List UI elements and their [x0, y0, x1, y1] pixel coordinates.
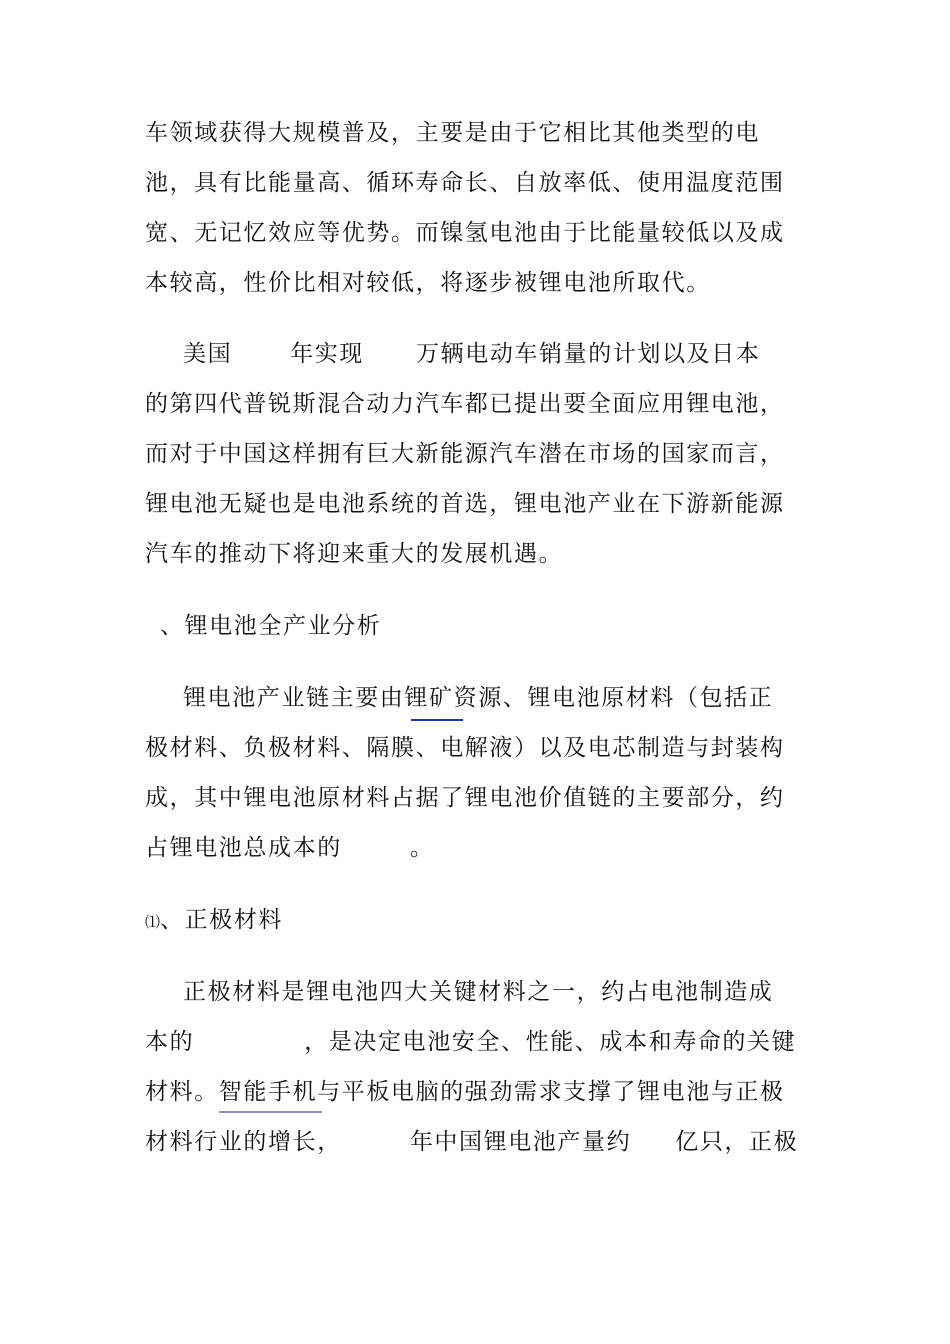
paragraph-3-line-4	[145, 833, 810, 863]
paragraph-1-line-2: 池，具有比能量高、循环寿命长、自放率低、使用温度范围	[145, 170, 785, 196]
paragraph-4-line-1: 正极材料是锂电池四大关键材料之一，约占电池制造成	[183, 979, 774, 1005]
paragraph-2-line-3: 而对于中国这样拥有巨大新能源汽车潜在市场的国家而言，	[145, 441, 785, 467]
paragraph-4-line-2	[145, 1027, 810, 1057]
paragraph-2-line-2: 的第四代普锐斯混合动力汽车都已提出要全面应用锂电池，	[145, 391, 785, 417]
text-segment: 亿只，正极	[675, 1129, 799, 1155]
text-segment: 占锂电池总成本的	[145, 835, 342, 861]
text-segment: 材料行业的增长，	[145, 1129, 342, 1155]
text-segment: 万辆电动车销量的计划以及日本	[416, 341, 761, 367]
text-segment: ，是决定电池安全、性能、成本和寿命的关键	[304, 1029, 797, 1055]
text-segment: 年实现	[290, 341, 365, 367]
paragraph-2-line-4: 锂电池无疑也是电池系统的首选，锂电池产业在下游新能源	[145, 491, 785, 517]
paragraph-1-line-1: 车领域获得大规模普及，主要是由于它相比其他类型的电	[145, 120, 760, 146]
paragraph-2-line-5: 汽车的推动下将迎来重大的发展机遇。	[145, 541, 564, 567]
paragraph-4-line-3: 材料。智能手机与平板电脑的强劲需求支撑了锂电池与正极	[145, 1079, 785, 1105]
paragraph-4-line-4	[145, 1127, 810, 1157]
paragraph-1-line-4: 本较高，性价比相对较低，将逐步被锂电池所取代。	[145, 270, 711, 296]
text-segment: 美国	[183, 341, 233, 367]
paragraph-1-line-3: 宽、无记忆效应等优势。而镍氢电池由于比能量较低以及成	[145, 220, 785, 246]
paragraph-3-line-3: 成，其中锂电池原材料占据了锂电池价值链的主要部分，约	[145, 785, 785, 811]
text-segment: 年中国锂电池产量约	[409, 1129, 632, 1155]
section-heading-2	[145, 905, 810, 937]
hyperlink-underline	[411, 719, 463, 721]
paragraph-3-line-2: 极材料、负极材料、隔膜、电解液）以及电芯制造与封装构	[145, 735, 785, 761]
text-segment: 本的	[145, 1029, 195, 1055]
hyperlink-underline	[219, 1111, 322, 1113]
paragraph-3-line-1: 锂电池产业链主要由锂矿资源、锂电池原材料（包括正	[183, 685, 774, 711]
text-segment: 。	[409, 835, 435, 861]
paragraph-2-line-1	[183, 339, 848, 369]
heading-text: 、正极材料	[160, 907, 284, 933]
section-heading-1: 、锂电池全产业分析	[160, 613, 382, 639]
heading-number: ⑴	[145, 913, 161, 931]
